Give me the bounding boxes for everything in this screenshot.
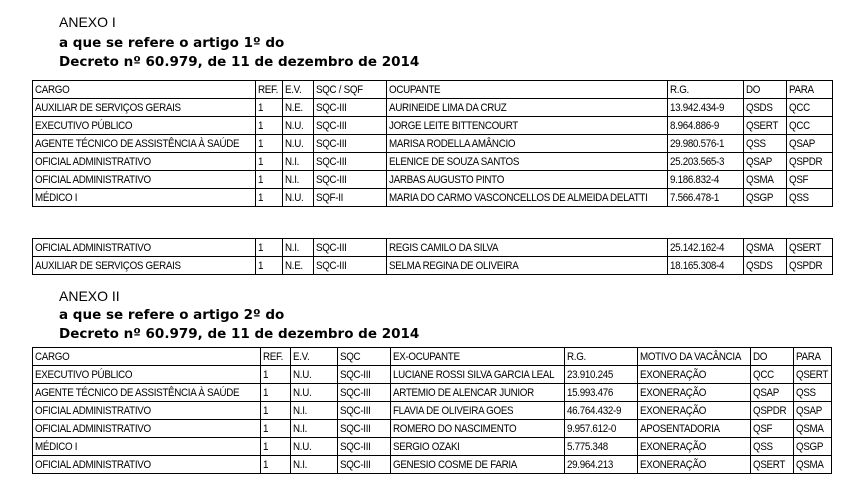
cell-rg [564, 420, 638, 438]
cell-cargo [33, 257, 256, 275]
cell-ex-ocupante [391, 420, 565, 438]
column-header-ref [256, 81, 283, 99]
cell-rg [564, 456, 638, 474]
cell-para [793, 402, 831, 420]
header-label: OCUPANTE [389, 83, 441, 96]
cell-text: REGIS CAMILO DA SILVA [389, 241, 499, 254]
annex1-reference: a que se refere o artigo 1º do [59, 35, 285, 51]
cell-text: 18.165.308-4 [670, 259, 725, 272]
cell-text: APOSENTADORIA [640, 422, 720, 435]
cell-text: QSF [789, 173, 809, 186]
column-header-para [793, 348, 831, 366]
cell-ex-ocupante [391, 438, 565, 456]
cell-sqc [314, 189, 387, 207]
cell-text: QSMA [746, 173, 774, 186]
header-label: MOTIVO DA VACÂNCIA [640, 350, 742, 363]
cell-cargo [33, 171, 256, 189]
cell-do [751, 384, 793, 402]
cell-text: QCC [789, 101, 810, 114]
cell-cargo [33, 384, 261, 402]
cell-text: 1 [258, 259, 264, 272]
cell-sqc [337, 366, 390, 384]
column-header-ev [283, 81, 314, 99]
cell-text: SQC-III [316, 137, 347, 150]
cell-text: SQF-II [316, 191, 344, 204]
cell-text: EXECUTIVO PÚBLICO [35, 368, 133, 381]
cell-text: EXONERAÇÃO [640, 404, 707, 417]
cell-ref [256, 189, 283, 207]
cell-ref [260, 420, 290, 438]
cell-rg [668, 171, 744, 189]
cell-text: 1 [262, 440, 269, 453]
header-label: CARGO [35, 350, 70, 363]
cell-sqc [314, 171, 387, 189]
header-label: SQC [339, 350, 360, 363]
header-label: CARGO [35, 83, 70, 96]
cell-cargo [33, 239, 256, 257]
cell-text: QSS [789, 191, 809, 204]
cell-rg [564, 438, 638, 456]
cell-text: 1 [262, 404, 269, 417]
cell-ev [291, 438, 337, 456]
cell-ev [291, 384, 337, 402]
table-row [33, 366, 832, 384]
cell-text: 1 [262, 458, 269, 471]
column-header-do [751, 348, 793, 366]
cell-text: QSF [753, 422, 773, 435]
cell-rg [564, 366, 638, 384]
cell-text: SQC-III [316, 173, 347, 186]
cell-text: EXONERAÇÃO [640, 386, 707, 399]
cell-text: QSAP [753, 386, 780, 399]
cell-sqc [337, 456, 390, 474]
cell-ocupante [387, 153, 668, 171]
cell-text: 15.993.476 [566, 386, 613, 399]
table-row [33, 384, 832, 402]
cell-sqc [314, 117, 387, 135]
cell-text: 1 [262, 386, 269, 399]
cell-cargo [33, 420, 261, 438]
cell-text: 1 [258, 155, 264, 168]
cell-text: N.I. [293, 404, 308, 417]
cell-ex-ocupante [391, 456, 565, 474]
cell-text: 9.957.612-0 [566, 422, 616, 435]
cell-text: MÉDICO I [35, 191, 78, 204]
cell-text: N.U. [293, 440, 312, 453]
cell-text: N.I. [285, 155, 300, 168]
cell-text: 23.910.245 [566, 368, 613, 381]
column-header-motivo [638, 348, 751, 366]
cell-para [787, 99, 833, 117]
cell-rg [668, 117, 744, 135]
cell-para [793, 420, 831, 438]
cell-do [751, 366, 793, 384]
cell-text: 5.775.348 [566, 440, 608, 453]
annex2-heading [59, 287, 419, 343]
cell-cargo [33, 438, 261, 456]
table-row [33, 135, 833, 153]
annex2-reference: a que se refere o artigo 2º do [59, 307, 285, 323]
column-header-cargo [33, 348, 261, 366]
header-label: R.G. [670, 83, 689, 96]
cell-ref [256, 135, 283, 153]
column-header-ref [260, 348, 290, 366]
cell-do [744, 117, 787, 135]
table-row [33, 117, 833, 135]
cell-ref [256, 99, 283, 117]
cell-ev [283, 257, 314, 275]
cell-para [793, 456, 831, 474]
cell-text: 8.964.886-9 [670, 119, 719, 132]
cell-ocupante [387, 135, 668, 153]
cell-text: 29.980.576-1 [670, 137, 725, 150]
cell-text: AUXILIAR DE SERVIÇOS GERAIS [35, 101, 181, 114]
cell-cargo [33, 99, 256, 117]
column-header-rg [668, 81, 744, 99]
table-row [33, 456, 832, 474]
cell-text: 46.764.432-9 [566, 404, 621, 417]
cell-text: N.U. [285, 119, 304, 132]
cell-text: AURINEIDE LIMA DA CRUZ [389, 101, 507, 114]
cell-text: QSMA [795, 458, 824, 471]
cell-text: 1 [258, 137, 264, 150]
column-header-ocupante [387, 81, 668, 99]
cell-text: QCC [789, 119, 810, 132]
cell-text: QSERT [795, 368, 828, 381]
cell-ref [256, 117, 283, 135]
cell-motivo [638, 420, 751, 438]
cell-text: QSPDR [789, 259, 823, 272]
annex2-decree: Decreto nº 60.979, de 11 de dezembro de 2014 [59, 326, 420, 342]
cell-text: MÉDICO I [35, 440, 78, 453]
cell-para [787, 257, 833, 275]
cell-rg [668, 99, 744, 117]
cell-sqc [337, 420, 390, 438]
cell-text: N.U. [293, 368, 312, 381]
cell-text: N.I. [293, 422, 308, 435]
cell-ex-ocupante [391, 366, 565, 384]
cell-text: AGENTE TÉCNICO DE ASSISTÊNCIA À SAÚDE [35, 386, 240, 399]
cell-text: QSS [795, 386, 816, 399]
cell-text: 9.186.832-4 [670, 173, 719, 186]
cell-text: OFICIAL ADMINISTRATIVO [35, 404, 151, 417]
cell-cargo [33, 117, 256, 135]
cell-ref [260, 456, 290, 474]
column-header-cargo [33, 81, 256, 99]
table-header-row [33, 81, 833, 99]
cell-text: AGENTE TÉCNICO DE ASSISTÊNCIA À SAÚDE [35, 137, 240, 150]
cell-motivo [638, 384, 751, 402]
cell-ref [260, 384, 290, 402]
cell-text: 1 [258, 191, 264, 204]
table-row [33, 171, 833, 189]
cell-para [787, 117, 833, 135]
cell-text: 1 [258, 173, 264, 186]
cell-ev [283, 135, 314, 153]
cell-rg [668, 189, 744, 207]
cell-text: 7.566.478-1 [670, 191, 719, 204]
annex1-decree: Decreto nº 60.979, de 11 de dezembro de 2014 [59, 54, 420, 70]
cell-text: QSGP [795, 440, 823, 453]
cell-para [793, 366, 831, 384]
cell-ocupante [387, 171, 668, 189]
cell-text: N.U. [285, 137, 304, 150]
cell-do [751, 456, 793, 474]
cell-text: SQC-III [316, 259, 347, 272]
annex2-table [32, 347, 832, 474]
column-header-sqc [337, 348, 390, 366]
cell-text: MARIA DO CARMO VASCONCELLOS DE ALMEIDA DELATTI [389, 191, 648, 204]
cell-do [744, 99, 787, 117]
cell-text: SQC-III [339, 422, 371, 435]
cell-text: OFICIAL ADMINISTRATIVO [35, 155, 151, 168]
cell-motivo [638, 456, 751, 474]
cell-motivo [638, 438, 751, 456]
annex1-table [32, 80, 833, 207]
cell-text: SQC-III [339, 440, 371, 453]
table-header-row [33, 348, 832, 366]
cell-cargo [33, 189, 256, 207]
cell-para [787, 239, 833, 257]
cell-ocupante [387, 239, 668, 257]
cell-ref [260, 438, 290, 456]
cell-sqc [314, 99, 387, 117]
cell-ex-ocupante [391, 384, 565, 402]
header-label: SQC / SQF [316, 83, 363, 96]
cell-text: ARTEMIO DE ALENCAR JUNIOR [393, 386, 534, 399]
cell-text: MARISA RODELLA AMÂNCIO [389, 137, 516, 150]
table-row [33, 257, 833, 275]
cell-ocupante [387, 99, 668, 117]
cell-ev [291, 420, 337, 438]
cell-text: QSPDR [789, 155, 823, 168]
cell-ref [256, 239, 283, 257]
cell-ev [291, 456, 337, 474]
cell-text: QSAP [746, 155, 773, 168]
cell-text: QSS [753, 440, 774, 453]
cell-motivo [638, 402, 751, 420]
cell-text: JARBAS AUGUSTO PINTO [389, 173, 505, 186]
cell-do [744, 135, 787, 153]
cell-text: QCC [753, 368, 775, 381]
table-row [33, 438, 832, 456]
header-label: EX-OCUPANTE [393, 350, 460, 363]
cell-ref [260, 366, 290, 384]
annex2-title: ANEXO II [59, 288, 120, 304]
cell-ex-ocupante [391, 402, 565, 420]
column-header-ex-ocupante [391, 348, 565, 366]
header-label: E.V. [293, 350, 310, 363]
cell-para [787, 153, 833, 171]
cell-sqc [337, 438, 390, 456]
cell-ev [283, 153, 314, 171]
cell-ocupante [387, 257, 668, 275]
cell-text: AUXILIAR DE SERVIÇOS GERAIS [35, 259, 181, 272]
annex1-heading [59, 13, 419, 71]
cell-text: SQC-III [339, 368, 371, 381]
cell-text: ELENICE DE SOUZA SANTOS [389, 155, 520, 168]
cell-text: SQC-III [316, 155, 347, 168]
cell-rg [564, 402, 638, 420]
column-header-rg [564, 348, 638, 366]
cell-text: 29.964.213 [566, 458, 613, 471]
column-header-para [787, 81, 833, 99]
header-label: DO [753, 350, 768, 363]
cell-text: EXONERAÇÃO [640, 368, 707, 381]
cell-text: SQC-III [339, 386, 371, 399]
cell-ev [283, 117, 314, 135]
cell-text: QSMA [746, 241, 774, 254]
cell-rg [564, 384, 638, 402]
cell-text: LUCIANE ROSSI SILVA GARCIA LEAL [393, 368, 555, 381]
cell-do [751, 402, 793, 420]
header-label: R.G. [566, 350, 586, 363]
cell-text: SQC-III [339, 458, 371, 471]
cell-ref [256, 257, 283, 275]
cell-text: QSDS [746, 259, 773, 272]
column-header-ev [291, 348, 337, 366]
cell-ev [283, 189, 314, 207]
cell-ref [260, 402, 290, 420]
table-row [33, 99, 833, 117]
cell-text: N.I. [293, 458, 308, 471]
cell-text: N.I. [285, 173, 300, 186]
cell-text: 1 [258, 101, 264, 114]
cell-text: SQC-III [316, 119, 347, 132]
cell-ocupante [387, 117, 668, 135]
cell-text: QSAP [795, 404, 822, 417]
cell-sqc [314, 135, 387, 153]
cell-do [744, 239, 787, 257]
cell-text: QSPDR [753, 404, 787, 417]
cell-para [793, 438, 831, 456]
cell-para [787, 171, 833, 189]
cell-text: EXECUTIVO PÚBLICO [35, 119, 133, 132]
header-label: PARA [795, 350, 821, 363]
cell-para [787, 189, 833, 207]
cell-sqc [314, 257, 387, 275]
cell-text: QSGP [746, 191, 774, 204]
cell-text: QSERT [789, 241, 822, 254]
cell-text: SQC-III [339, 404, 371, 417]
cell-text: FLAVIA DE OLIVEIRA GOES [393, 404, 514, 417]
cell-text: OFICIAL ADMINISTRATIVO [35, 241, 151, 254]
cell-text: 13.942.434-9 [670, 101, 725, 114]
cell-sqc [337, 384, 390, 402]
cell-rg [668, 257, 744, 275]
column-header-do [744, 81, 787, 99]
cell-text: QSS [746, 137, 766, 150]
cell-ocupante [387, 189, 668, 207]
cell-para [793, 384, 831, 402]
cell-para [787, 135, 833, 153]
cell-sqc [337, 402, 390, 420]
cell-text: OFICIAL ADMINISTRATIVO [35, 422, 151, 435]
cell-rg [668, 153, 744, 171]
cell-text: 1 [258, 241, 264, 254]
cell-text: SELMA REGINA DE OLIVEIRA [389, 259, 519, 272]
cell-cargo [33, 366, 261, 384]
cell-cargo [33, 153, 256, 171]
cell-text: QSMA [795, 422, 824, 435]
cell-do [751, 420, 793, 438]
cell-rg [668, 135, 744, 153]
column-header-sqc [314, 81, 387, 99]
table-row [33, 239, 833, 257]
header-label: DO [746, 83, 761, 96]
cell-text: QSDS [746, 101, 773, 114]
cell-text: SQC-III [316, 101, 347, 114]
cell-ev [283, 239, 314, 257]
cell-ref [256, 171, 283, 189]
cell-text: N.E. [285, 259, 303, 272]
cell-ref [256, 153, 283, 171]
cell-text: OFICIAL ADMINISTRATIVO [35, 173, 151, 186]
cell-text: SERGIO OZAKI [393, 440, 460, 453]
cell-text: JORGE LEITE BITTENCOURT [389, 119, 518, 132]
cell-text: SQC-III [316, 241, 347, 254]
cell-ev [283, 171, 314, 189]
cell-text: N.E. [285, 101, 303, 114]
cell-ev [291, 402, 337, 420]
header-label: REF. [262, 350, 284, 363]
cell-text: 1 [258, 119, 264, 132]
cell-cargo [33, 456, 261, 474]
cell-text: QSAP [789, 137, 816, 150]
annex1-title: ANEXO I [59, 14, 116, 30]
cell-do [744, 189, 787, 207]
cell-text: 25.142.162-4 [670, 241, 725, 254]
cell-motivo [638, 366, 751, 384]
cell-do [744, 153, 787, 171]
cell-text: OFICIAL ADMINISTRATIVO [35, 458, 151, 471]
cell-cargo [33, 402, 261, 420]
table-row [33, 189, 833, 207]
cell-ev [283, 99, 314, 117]
cell-do [744, 171, 787, 189]
cell-rg [668, 239, 744, 257]
header-label: REF. [258, 83, 279, 96]
cell-sqc [314, 239, 387, 257]
cell-text: 25.203.565-3 [670, 155, 725, 168]
cell-text: QSERT [753, 458, 786, 471]
cell-ev [291, 366, 337, 384]
cell-do [744, 257, 787, 275]
cell-sqc [314, 153, 387, 171]
cell-text: 1 [262, 368, 269, 381]
table-row [33, 402, 832, 420]
cell-text: EXONERAÇÃO [640, 440, 707, 453]
cell-text: N.U. [293, 386, 312, 399]
table-row [33, 420, 832, 438]
cell-text: ROMERO DO NASCIMENTO [393, 422, 517, 435]
cell-text: N.I. [285, 241, 300, 254]
header-label: E.V. [285, 83, 302, 96]
cell-text: QSERT [746, 119, 779, 132]
cell-do [751, 438, 793, 456]
cell-text: 1 [262, 422, 269, 435]
cell-text: N.U. [285, 191, 304, 204]
annex1-table-continued [32, 238, 833, 275]
cell-text: EXONERAÇÃO [640, 458, 707, 471]
header-label: PARA [789, 83, 814, 96]
cell-cargo [33, 135, 256, 153]
cell-text: GENESIO COSME DE FARIA [393, 458, 518, 471]
table-row [33, 153, 833, 171]
